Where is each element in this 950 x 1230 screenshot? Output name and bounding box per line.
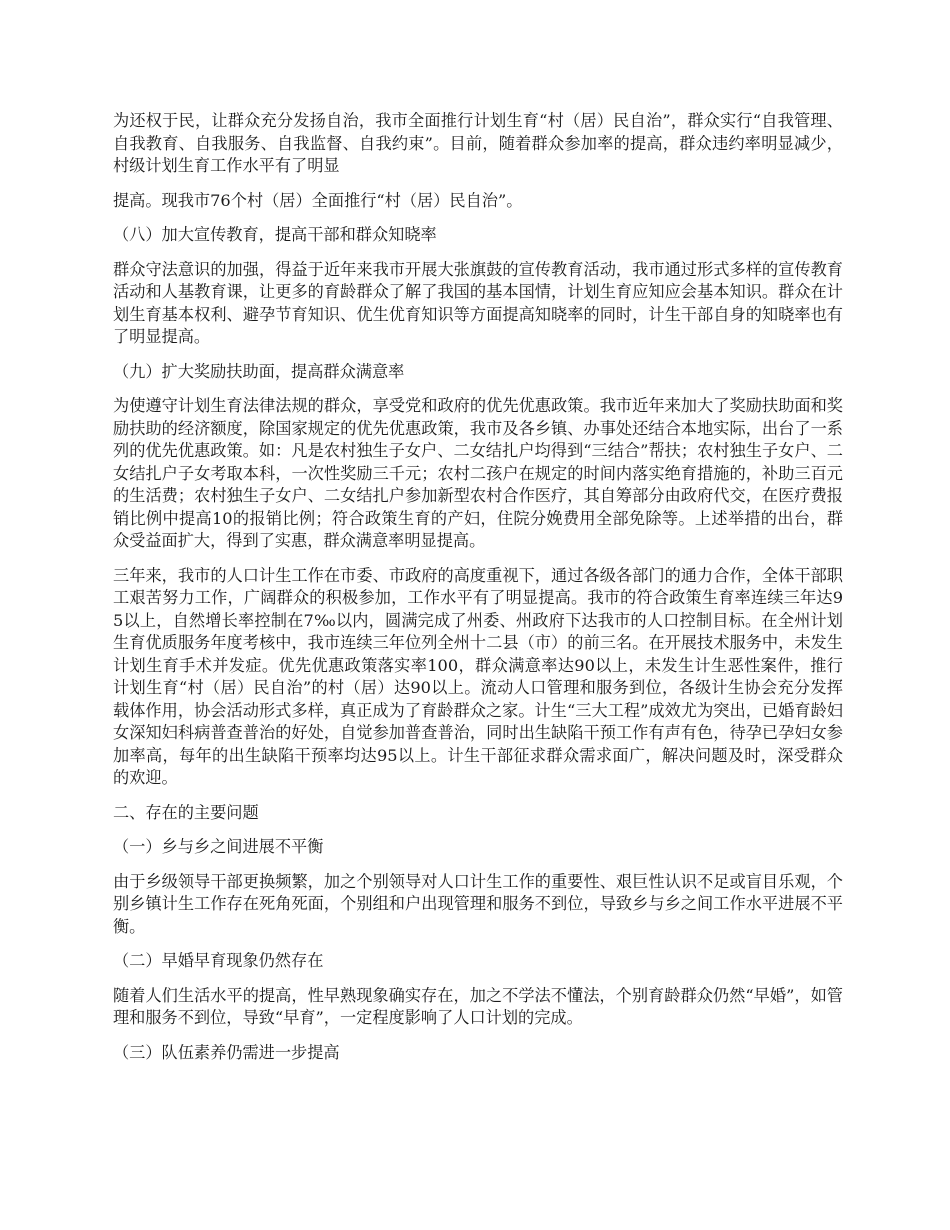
document-body bbox=[113, 110, 843, 1076]
heading-problem-1: （一）乡与乡之间进展不平衡 bbox=[113, 837, 324, 856]
heading-problem-2: （二）早婚早育现象仍然存在 bbox=[113, 951, 324, 970]
heading-section-8: （八）加大宣传教育，提高干部和群众知晓率 bbox=[113, 225, 437, 244]
paragraph-problem-1: 由于乡级领导干部更换频繁，加之个别领导对人口计生工作的重要性、艰巨性认识不足或盲目乐观，个别乡镇计生工作存在死角死面，个别组和户出现管理和服务不到位，导致乡与乡之间工作水平进展不平衡。 bbox=[113, 871, 843, 936]
heading-problem-3: （三）队伍素养仍需进一步提高 bbox=[113, 1042, 340, 1062]
paragraph-self-governance: 为还权于民，让群众充分发扬自治，我市全面推行计划生育“村（居）民自治”，群众实行“自我管理、自我教育、自我服务、自我监督、自我约束”。目前，随着群众参加率的提高，群众违约率明显减少，村级计划生育工作水平有了明显 bbox=[113, 111, 843, 175]
paragraph-self-governance-cont: 提高。现我市76个村（居）全面推行“村（居）民自治”。 bbox=[113, 190, 523, 210]
heading-section-9: （九）扩大奖励扶助面，提高群众满意率 bbox=[113, 361, 405, 381]
paragraph-three-year-summary: 三年来，我市的人口计生工作在市委、市政府的高度重视下，通过各级各部门的通力合作，全体干部职工艰苦努力工作，广阔群众的积极参加，工作水平有了明显提高。我市的符合政策生育率连续三年达95以上，自然增长率控制在7‰以内，圆满完成了州委、州政府下达我市的人口控制目标。在全州计划生育优质服务年度考核中，我市连续三年位列全州十二县（市）的前三名。在开展技术服务中，未发生计划生育手术并发症。优先优惠政策落实率100，群众满意率达90以上，未发生计生恶性案件，推行计划生育“村（居）民自治”的村（居）达90以上。流动人口管理和服务到位，各级计生协会充分发挥载体作用，协会活动形式多样，真正成为了育龄群众之家。计生“三大工程”成效尤为突出，已婚育龄妇女深知妇科病普查普治的好处，自觉参加普查普治，同时出生缺陷干预工作有声有色，待孕已孕妇女参加率高，每年的出生缺陷干预率均达95以上。计生干部征求群众需求面广，解决问题及时，深受群众的欢迎。 bbox=[113, 565, 843, 787]
paragraph-problem-2: 随着人们生活水平的提高，性早熟现象确实存在，加之不学法不懂法，个别育龄群众仍然“早婚”，如管理和服务不到位，导致“早育”，一定程度影响了人口计划的完成。 bbox=[113, 985, 843, 1027]
paragraph-publicity-education: 群众守法意识的加强，得益于近年来我市开展大张旗鼓的宣传教育活动，我市通过形式多样的宣传教育活动和人基教育课，让更多的育龄群众了解了我国的基本国情，计划生育应知应会基本知识。群众在计划生育基本权利、避孕节育知识、优生优育知识等方面提高知晓率的同时，计生干部自身的知晓率也有了明显提高。 bbox=[113, 259, 843, 346]
heading-main-problems: 二、存在的主要问题 bbox=[113, 802, 259, 822]
paragraph-reward-support: 为使遵守计划生育法律法规的群众，享受党和政府的优先优惠政策。我市近年来加大了奖励扶助面和奖励扶助的经济额度，除国家规定的优先优惠政策，我市及各乡镇、办事处还结合本地实际，出台了一系列的优先优惠政策。如：凡是农村独生子女户、二女结扎户均得到“三结合”帮扶；农村独生子女户、二女结扎户子女考取本科，一次性奖励三千元；农村二孩户在规定的时间内落实绝育措施的，补助三百元的生活费；农村独生子女户、二女结扎户参加新型农村合作医疗，其自筹部分由政府代交，在医疗费报销比例中提高10的报销比例；符合政策生育的产妇，住院分娩费用全部免除等。上述举措的出台，群众受益面扩大，得到了实惠，群众满意率明显提高。 bbox=[113, 396, 843, 550]
